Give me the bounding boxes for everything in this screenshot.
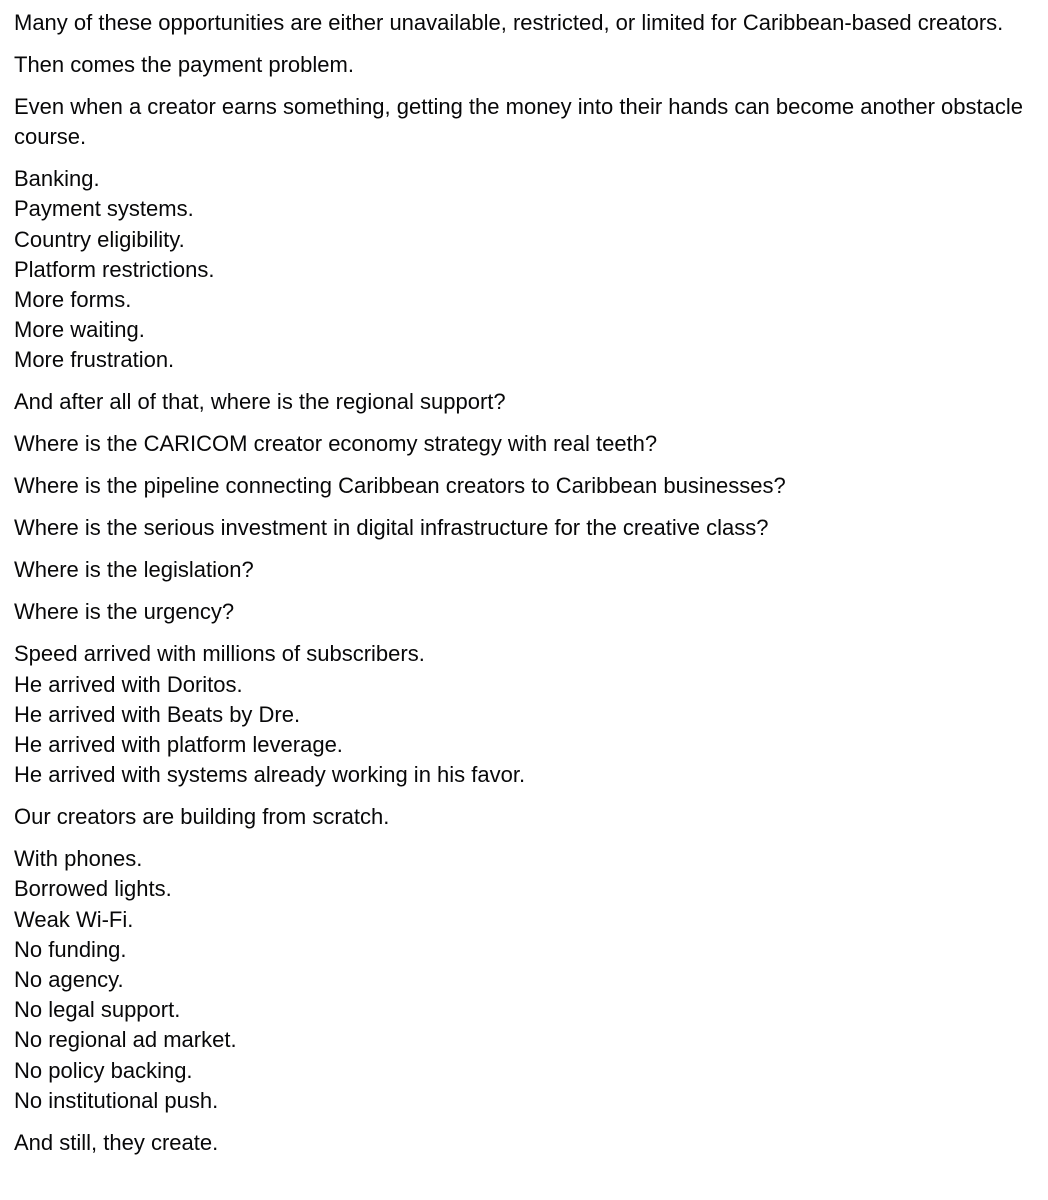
post-paragraph [14,92,1034,152]
post-text-line: Then comes the payment problem. [14,52,354,77]
post-text-line: Where is the CARICOM creator economy strategy with real teeth? [14,431,658,457]
post-text-line: Weak Wi-Fi. [14,906,134,932]
post-text-line: And still, they create. [14,1129,219,1155]
post-text-line: No agency. [14,967,124,993]
post-paragraph [14,50,1034,80]
post-text-line: Where is the urgency? [14,599,235,625]
post-paragraph [14,429,1034,459]
post-text-line: More waiting. [14,317,145,343]
post-text-line: More frustration. [14,347,175,373]
post-paragraph [14,555,1034,585]
post-text-line: Many of these opportunities are either unavailable, restricted, or limited for Caribbean-based creators. [14,10,1004,35]
post-text-line: And after all of that, where is the regional support? [14,389,506,415]
post-paragraph-list [14,164,1034,375]
post-text-line: No legal support. [14,997,181,1023]
post-text-line: Where is the serious investment in digital infrastructure for the creative class? [14,515,769,541]
post-text-line: No regional ad market. [14,1027,237,1053]
post-text-line: Country eligibility. [14,226,185,252]
post-text-line: No policy backing. [14,1057,193,1083]
post-text-line: Where is the pipeline connecting Caribbean creators to Caribbean businesses? [14,473,786,499]
post-text-line: Banking. [14,166,100,192]
post-text-line: Where is the legislation? [14,557,254,583]
post-text-line: More forms. [14,287,132,313]
post-text-line: He arrived with systems already working in his favor. [14,762,526,788]
post-paragraph-list [14,844,1034,1116]
post-text-line: With phones. [14,846,143,872]
post-text-line: Speed arrived with millions of subscribers. [14,641,425,667]
post-text-line: No funding. [14,936,127,962]
post-text-line: Platform restrictions. [14,256,215,282]
post-text-line: Payment systems. [14,196,194,222]
post-paragraph [14,802,1034,832]
post-text-line: Even when a creator earns something, getting the money into their hands can become another obstacle course. [14,94,1023,150]
post-text-line: He arrived with Beats by Dre. [14,701,301,727]
post-text-line: No institutional push. [14,1087,219,1113]
post-paragraph [14,597,1034,627]
post-text-line: He arrived with Doritos. [14,671,243,697]
post-text-line: Borrowed lights. [14,876,172,902]
post-paragraph [14,513,1034,543]
post-paragraph [14,387,1034,417]
post-text-line: He arrived with platform leverage. [14,732,343,758]
post-paragraph [14,1128,1034,1158]
post-text-line: Our creators are building from scratch. [14,804,390,830]
post-paragraph [14,471,1034,501]
post-paragraph-list [14,639,1034,790]
post-paragraph [14,8,1034,38]
